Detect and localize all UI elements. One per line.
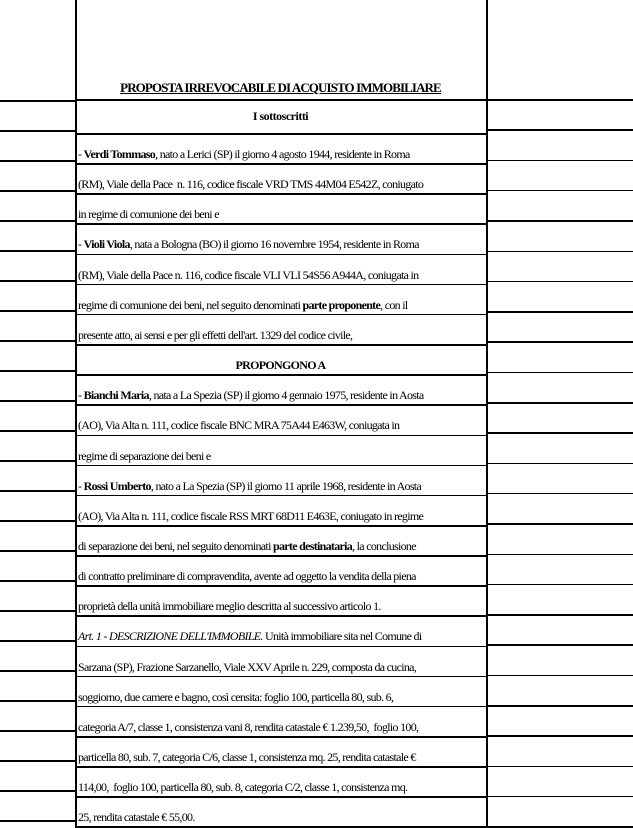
text-segment: , nata a Bologna (BO) il giorno 16 novembre 1954, residente in Roma (129, 237, 419, 252)
text-segment: 114,00, foglio 100, particella 80, sub. 8, categoria C/2, classe 1, consistenza mq. (78, 780, 408, 795)
grid-line-horizontal (486, 281, 633, 283)
grid-line-horizontal (486, 735, 633, 737)
grid-line-horizontal (0, 610, 75, 612)
text-row (75, 598, 486, 614)
grid-line-horizontal (486, 129, 633, 131)
grid-line-horizontal (486, 99, 633, 101)
text-row (75, 628, 486, 644)
grid-line-horizontal (0, 640, 75, 642)
grid-line-horizontal (486, 341, 633, 343)
grid-line-horizontal (75, 314, 486, 316)
text-segment: , nata a La Spezia (SP) il giorno 4 gennaio 1975, residente in Aosta (148, 388, 424, 403)
text-segment: 25, rendita catastale € 55,00. (78, 810, 195, 825)
grid-line-horizontal (75, 615, 486, 617)
grid-line-horizontal (0, 190, 75, 192)
grid-line-horizontal (486, 372, 633, 374)
grid-line-horizontal (0, 550, 75, 552)
grid-line-horizontal (486, 766, 633, 768)
grid-line-horizontal (75, 404, 486, 406)
grid-line-horizontal (75, 163, 486, 165)
grid-line-horizontal (486, 796, 633, 798)
grid-line-horizontal (75, 676, 486, 678)
grid-line-horizontal (75, 495, 486, 497)
grid-line-horizontal (0, 820, 75, 822)
grid-line-horizontal (486, 402, 633, 404)
text-segment: , nato a La Spezia (SP) il giorno 11 aprile 1968, residente in Aosta (150, 478, 422, 493)
text-row (75, 749, 486, 765)
grid-line-horizontal (0, 310, 75, 312)
grid-line-horizontal (0, 490, 75, 492)
text-row (75, 327, 486, 343)
text-segment: Rossi Umberto (83, 478, 151, 493)
grid-line-horizontal (0, 280, 75, 282)
grid-line-horizontal (486, 705, 633, 707)
grid-line-horizontal (75, 99, 486, 101)
text-segment: particella 80, sub. 7, categoria C/6, classe 1, consistenza mq. 25, rendita catastale € (78, 750, 416, 764)
text-segment: Sarzana (SP), Frazione Sarzanello, Viale XXV Aprile n. 229, composta da cucina, (78, 659, 417, 674)
text-segment: Verdi Tommaso (83, 147, 156, 161)
text-segment: di separazione dei beni, nel seguito denominati (78, 538, 273, 553)
grid-line-horizontal (0, 100, 75, 102)
text-segment: parte proponente (302, 297, 381, 312)
document-title: PROPOSTA IRREVOCABILE DI ACQUISTO IMMOBILIARE (120, 80, 441, 95)
text-row (75, 659, 486, 675)
grid-line-horizontal (0, 670, 75, 672)
grid-line-horizontal (0, 790, 75, 792)
text-segment: (AO), Via Alta n. 111, codice fiscale RSS MRT 68D11 E463E, coniugato in regime (78, 508, 424, 523)
text-row (75, 387, 486, 403)
text-segment: , con il (380, 297, 408, 312)
text-segment: PROPONGONO A (235, 358, 326, 373)
grid-line-horizontal (0, 340, 75, 342)
text-segment: di contratto preliminare di compravendita, avente ad oggetto la vendita della piena (78, 569, 416, 584)
text-row (75, 809, 486, 825)
grid-line-horizontal (0, 700, 75, 702)
grid-line-horizontal (0, 430, 75, 432)
text-row (75, 568, 486, 584)
grid-line-horizontal (0, 370, 75, 372)
grid-line-horizontal (486, 160, 633, 162)
text-row (75, 538, 486, 554)
text-row (75, 689, 486, 705)
text-row (75, 267, 486, 283)
text-segment: proprietà della unità immobiliare meglio descritta al successivo articolo 1. (78, 599, 381, 614)
grid-line-horizontal (0, 460, 75, 462)
text-row (75, 176, 486, 192)
grid-line-horizontal (486, 190, 633, 192)
grid-line-horizontal (75, 646, 486, 648)
text-segment: Bianchi Maria (83, 388, 149, 403)
grid-line-horizontal (486, 554, 633, 556)
text-segment: - (78, 237, 84, 252)
grid-line-horizontal (0, 160, 75, 162)
grid-line-horizontal (75, 585, 486, 587)
grid-line-horizontal (75, 344, 486, 346)
text-segment: (RM), Viale della Pace n. 116, codice fiscale VRD TMS 44M04 E542Z, coniugato (78, 177, 424, 192)
grid-line-horizontal (0, 760, 75, 762)
grid-line-horizontal (486, 614, 633, 616)
text-segment: , nato a Lerici (SP) il giorno 4 agosto 1944, residente in Roma (155, 147, 410, 161)
text-row (75, 779, 486, 795)
grid-line-horizontal (75, 254, 486, 256)
grid-line-horizontal (75, 133, 486, 135)
grid-line-horizontal (75, 435, 486, 437)
grid-line-horizontal (486, 493, 633, 495)
grid-line-horizontal (75, 223, 486, 225)
text-segment: , la conclusione (352, 538, 416, 553)
grid-line-horizontal (75, 284, 486, 286)
text-segment: - (78, 147, 84, 161)
grid-line-horizontal (0, 730, 75, 732)
text-row (75, 236, 486, 252)
text-segment: (AO), Via Alta n. 111, codice fiscale BNC MRA 75A44 E463W, coniugata in (78, 418, 400, 433)
grid-line-horizontal (75, 736, 486, 738)
text-segment: - (78, 478, 84, 493)
text-segment: - (78, 388, 84, 403)
grid-line-horizontal (75, 706, 486, 708)
grid-line-horizontal (486, 251, 633, 253)
text-segment: parte destinataria (273, 538, 353, 553)
grid-line-horizontal (0, 250, 75, 252)
text-segment: (RM), Viale della Pace n. 116, codice fiscale VLI VLI 54S56 A944A, coniugata in (78, 267, 419, 282)
grid-line-horizontal (486, 463, 633, 465)
grid-line-horizontal (486, 523, 633, 525)
grid-line-horizontal (486, 584, 633, 586)
text-segment: Art. 1 - DESCRIZIONE DELL'IMMOBILE. (78, 629, 263, 644)
text-segment: soggiorno, due camere e bagno, così censita: foglio 100, particella 80, sub. 6, (78, 689, 394, 704)
text-segment: in regime di comunione dei beni e (78, 207, 219, 222)
text-segment: presente atto, ai sensi e per gli effetti dell'art. 1329 del codice civile, (78, 327, 353, 342)
text-row (75, 448, 486, 464)
grid-line-horizontal (75, 555, 486, 557)
grid-line-horizontal (0, 400, 75, 402)
text-row (75, 719, 486, 735)
grid-line-horizontal (486, 311, 633, 313)
text-segment: Unità immobiliare sita nel Comune di (262, 629, 422, 644)
grid-line-horizontal (75, 796, 486, 798)
text-row (75, 508, 486, 524)
grid-line-horizontal (0, 220, 75, 222)
grid-line-horizontal (486, 675, 633, 677)
grid-line-horizontal (75, 766, 486, 768)
grid-line-horizontal (0, 130, 75, 132)
grid-line-horizontal (75, 193, 486, 195)
text-row (75, 206, 486, 222)
grid-line-horizontal (0, 520, 75, 522)
text-segment: Violi Viola (83, 237, 130, 252)
text-row (75, 417, 486, 433)
grid-line-horizontal (75, 465, 486, 467)
grid-line-horizontal (486, 432, 633, 434)
grid-line-horizontal (0, 580, 75, 582)
text-row (75, 478, 486, 494)
text-row (75, 357, 486, 373)
text-segment: regime di comunione dei beni, nel seguito denominati (78, 297, 303, 312)
grid-line-horizontal (75, 374, 486, 376)
text-row (75, 146, 486, 162)
text-segment: regime di separazione dei beni e (78, 448, 211, 463)
grid-line-horizontal (75, 525, 486, 527)
text-row (75, 297, 486, 313)
grid-line-horizontal (486, 644, 633, 646)
document-subheader: I sottoscritti (252, 109, 309, 123)
text-segment: categoria A/7, classe 1, consistenza vani 8, rendita catastale € 1.239,50, foglio 100, (78, 719, 419, 734)
grid-line-vertical (486, 0, 488, 828)
grid-line-horizontal (486, 220, 633, 222)
